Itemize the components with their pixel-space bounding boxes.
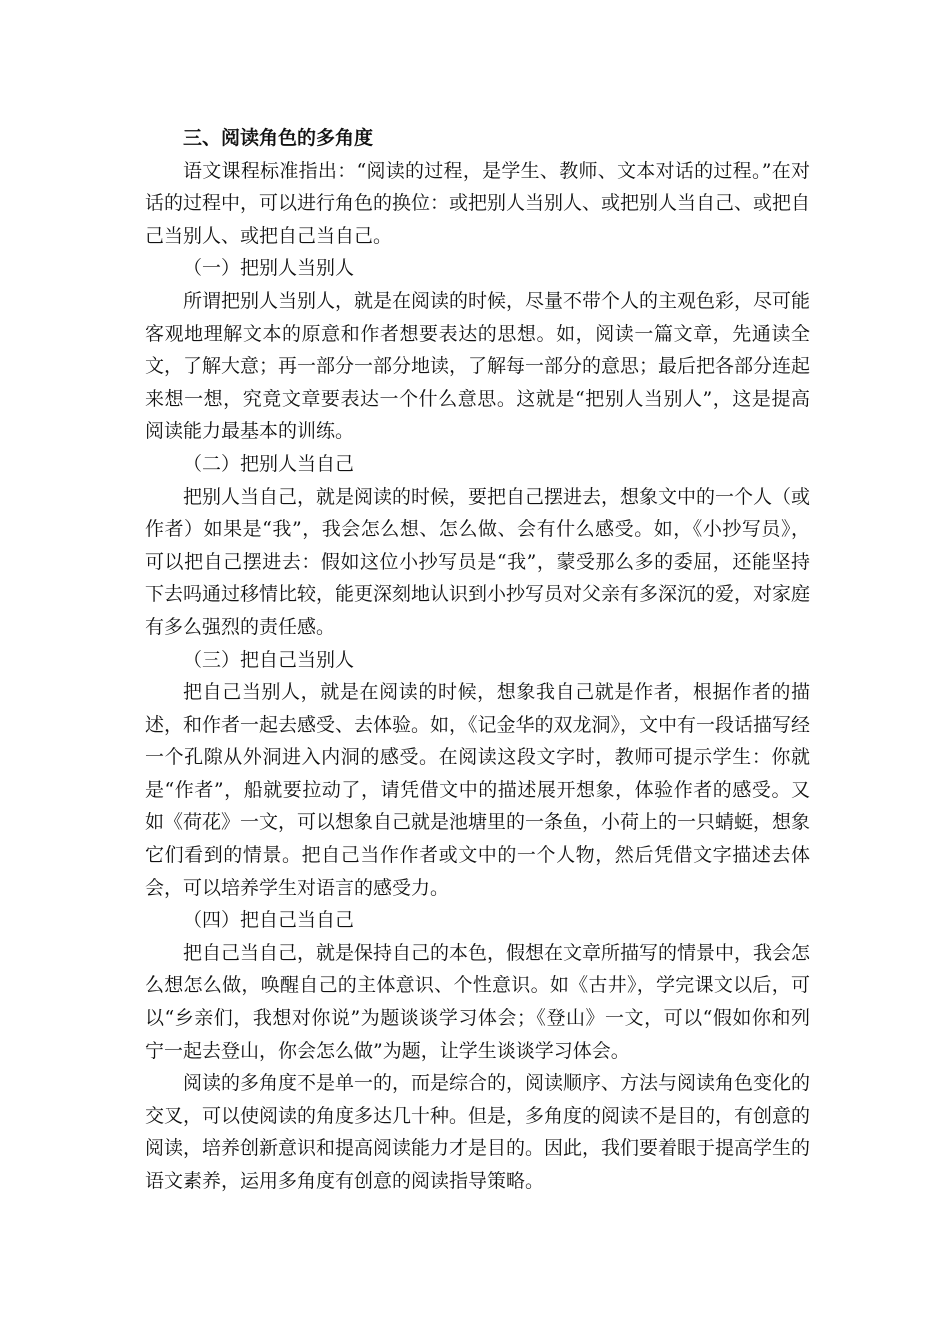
subsection-body-3: 把自己当别人，就是在阅读的时候，想象我自己就是作者，根据作者的描述，和作者一起去感受、去体验。如，《记金华的双龙洞》，文中有一段话描写经一个孔隙从外洞进入内洞的感受。在阅读这段文字时，教师可提示学生：你就是“作者”，船就要拉动了，请凭借文中的描述展开想象，体验作者的感受。又如《荷花》一文，可以想象自己就是池塘里的一条鱼，小荷上的一只蜻蜓，想象它们看到的情景。把自己当作作者或文中的一个人物，然后凭借文字描述去体会，可以培养学生对语言的感受力。 <box>145 681 811 899</box>
subsection-body-1: 所谓把别人当别人，就是在阅读的时候，尽量不带个人的主观色彩，尽可能客观地理解文本的原意和作者想要表达的思想。如，阅读一篇文章，先通读全文，了解大意；再一部分一部分地读，了解每一部分的意思；最后把各部分连起来想一想，究竟文章要表达一个什么意思。这就是“把别人当别人”，这是提高阅读能力最基本的训练。 <box>145 289 811 443</box>
subsection-heading-1: （一）把别人当别人 <box>183 257 355 280</box>
subsection-body-2: 把别人当自己，就是阅读的时候，要把自己摆进去，想象文中的一个人（或作者）如果是“我”，我会怎么想、怎么做、会有什么感受。如，《小抄写员》，可以把自己摆进去：假如这位小抄写员是“我”，蒙受那么多的委屈，还能坚持下去吗通过移情比较，能更深刻地认识到小抄写员对父亲有多深沉的爱，对家庭有多么强烈的责任感。 <box>145 485 811 638</box>
subsection-heading-4: （四）把自己当自己 <box>183 909 355 932</box>
section-intro: 语文课程标准指出：“阅读的过程，是学生、教师、文本对话的过程。”在对话的过程中，可以进行角色的换位：或把别人当别人、或把别人当自己、或把自己当别人、或把自己当自己。 <box>145 159 811 247</box>
section-title: 三、阅读角色的多角度 <box>183 127 374 149</box>
subsection-heading-3: （三）把自己当别人 <box>183 648 355 671</box>
conclusion-paragraph: 阅读的多角度不是单一的，而是综合的，阅读顺序、方法与阅读角色变化的交叉，可以使阅读的角度多达几十种。但是，多角度的阅读不是目的，有创意的阅读，培养创新意识和提高阅读能力才是目的。因此，我们要着眼于提高学生的语文素养，运用多角度有创意的阅读指导策略。 <box>145 1072 811 1192</box>
subsection-heading-2: （二）把别人当自己 <box>183 452 355 475</box>
subsection-body-4: 把自己当自己，就是保持自己的本色，假想在文章所描写的情景中，我会怎么想怎么做，唤醒自己的主体意识、个性意识。如《古井》，学完课文以后，可以“乡亲们，我想对你说”为题谈谈学习体会；《登山》一文，可以“假如你和列宁一起去登山，你会怎么做”为题，让学生谈谈学习体会。 <box>145 941 811 1062</box>
document-body <box>145 122 810 1198</box>
